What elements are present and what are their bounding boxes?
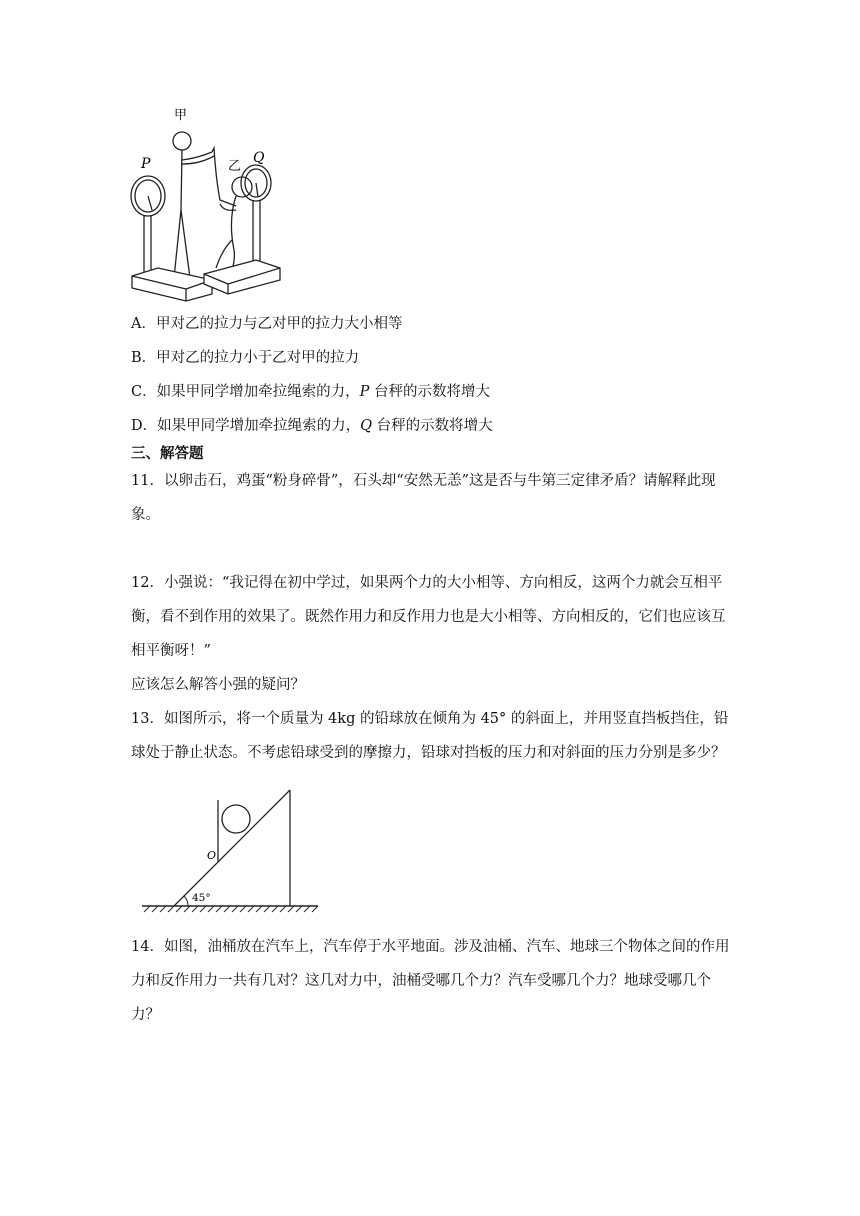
label-jia: 甲 xyxy=(174,108,188,123)
question-12-follow: 应该怎么解答小强的疑问？ xyxy=(131,677,305,693)
incline-surface xyxy=(174,790,290,906)
rope xyxy=(212,148,236,206)
ground-hatch xyxy=(144,906,318,912)
option-b: B．甲对乙的拉力小于乙对甲的拉力 xyxy=(131,350,360,366)
question-12: 12．小强说：“我记得在初中学过，如果两个力的大小相等、方向相反，这两个力就会互相平衡，看不到作用的效果了。既然作用力和反作用力也是大小相等、方向相反的，它们也应该互相平衡呀！” xyxy=(131,575,726,659)
scale-q xyxy=(241,165,271,270)
platforms xyxy=(132,260,280,301)
section-heading: 三、解答题 xyxy=(131,446,204,462)
angle-arc xyxy=(184,896,188,906)
option-c: C．如果甲同学增加牵拉绳索的力，P 台秤的示数将增大 xyxy=(131,384,490,400)
person-jia xyxy=(173,132,214,278)
scale-p xyxy=(131,176,165,282)
label-yi: 乙 xyxy=(228,159,242,174)
label-p: P xyxy=(141,156,151,172)
option-d: D．如果甲同学增加牵拉绳索的力，Q 台秤的示数将增大 xyxy=(131,418,493,434)
lead-ball xyxy=(222,805,250,833)
angle-label: 45° xyxy=(192,892,211,904)
option-a: A．甲对乙的拉力与乙对甲的拉力大小相等 xyxy=(131,316,403,332)
question-13: 13．如图所示，将一个质量为 4kg 的铅球放在倾角为 45° 的斜面上，并用竖直挡板挡住，铅球处于静止状态。不考虑铅球受到的摩擦力，铅球对挡板的压力和对斜面的压力分别是多少？ xyxy=(131,711,729,761)
incline-figure xyxy=(138,782,322,914)
question-11: 11．以卵击石，鸡蛋“粉身碎骨”，石头却“安然无恙”这是否与牛第三定律矛盾？请解释此现象。 xyxy=(131,473,716,523)
point-o-label: O xyxy=(207,849,217,862)
scales-figure xyxy=(124,100,294,302)
label-q: Q xyxy=(253,150,265,166)
question-14: 14．如图，油桶放在汽车上，汽车停于水平地面。涉及油桶、汽车、地球三个物体之间的作用力和反作用力一共有几对？这几对力中，油桶受哪几个力？汽车受哪几个力？地球受哪几个力？ xyxy=(131,939,730,1023)
